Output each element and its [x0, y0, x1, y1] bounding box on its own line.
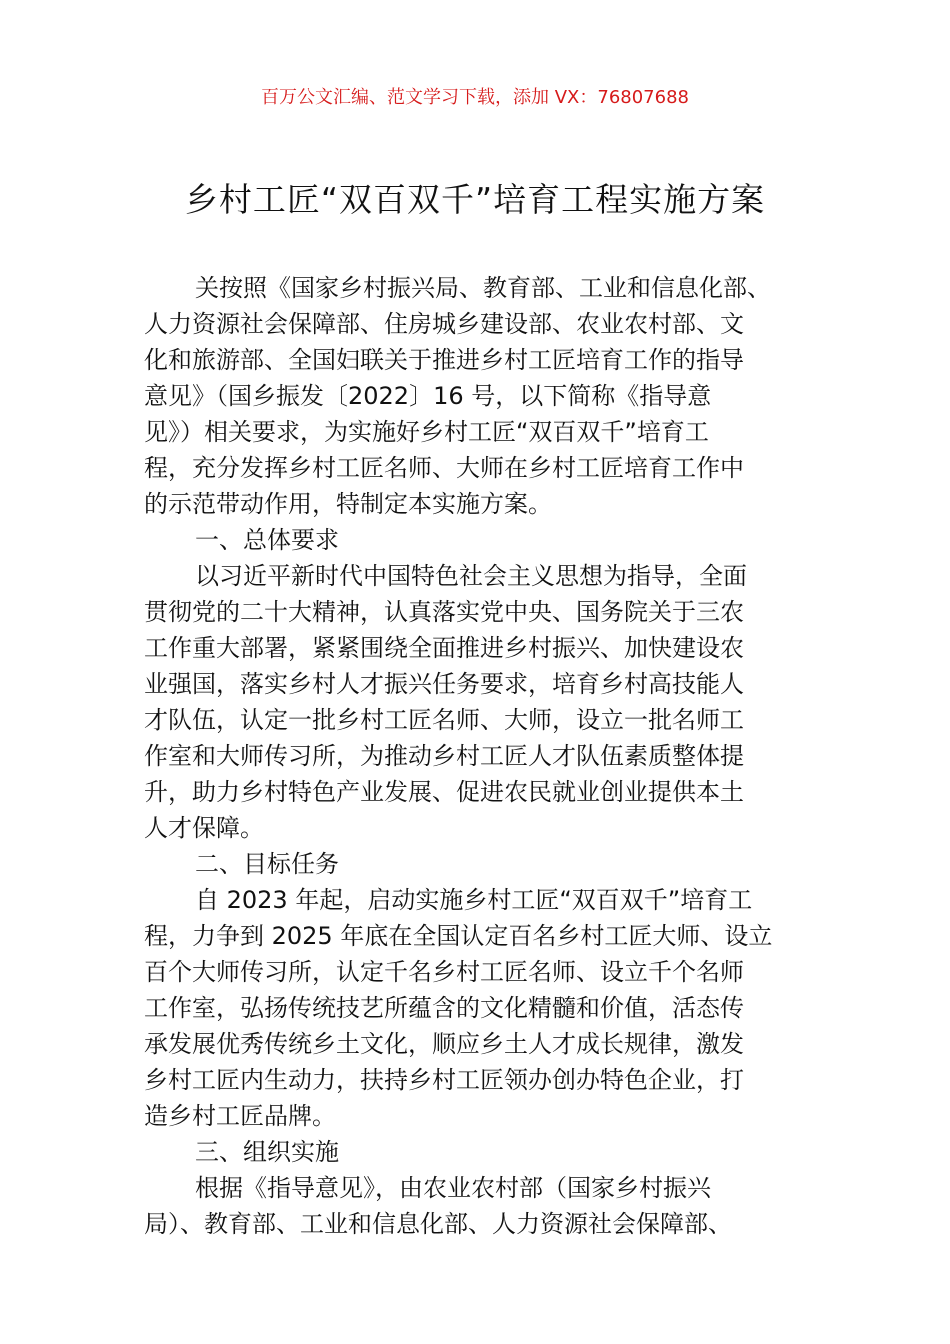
document-body — [144, 270, 816, 1242]
body-line: 乡村工匠内生动力，扶持乡村工匠领办创办特色企业，打 — [144, 1066, 744, 1094]
body-line: 贯彻党的二十大精神，认真落实党中央、国务院关于三农 — [144, 598, 744, 626]
body-line: 的示范带动作用，特制定本实施方案。 — [144, 490, 552, 518]
body-line: 程，充分发挥乡村工匠名师、大师在乡村工匠培育工作中 — [144, 454, 744, 482]
body-line: 人力资源社会保障部、住房城乡建设部、农业农村部、文 — [144, 310, 744, 338]
header-note: 百万公文汇编、范文学习下载，添加 VX：76807688 — [261, 87, 689, 108]
body-line: 造乡村工匠品牌。 — [144, 1102, 336, 1130]
body-line: 工作重大部署，紧紧围绕全面推进乡村振兴、加快建设农 — [144, 634, 744, 662]
body-line: 关按照《国家乡村振兴局、教育部、工业和信息化部、 — [195, 274, 771, 302]
body-line: 见》）相关要求，为实施好乡村工匠“双百双千”培育工 — [144, 418, 709, 446]
body-line: 百个大师传习所，认定千名乡村工匠名师、设立千个名师 — [144, 958, 744, 986]
body-line: 意见》（国乡振发〔2022〕16 号，以下简称《指导意 — [144, 382, 712, 410]
body-line: 业强国，落实乡村人才振兴任务要求，培育乡村高技能人 — [144, 670, 744, 698]
body-line: 化和旅游部、全国妇联关于推进乡村工匠培育工作的指导 — [144, 346, 744, 374]
body-line: 工作室，弘扬传统技艺所蕴含的文化精髓和价值，活态传 — [144, 994, 744, 1022]
body-line: 局）、教育部、工业和信息化部、人力资源社会保障部、 — [144, 1210, 732, 1238]
body-line: 以习近平新时代中国特色社会主义思想为指导，全面 — [195, 562, 747, 590]
body-line: 人才保障。 — [144, 814, 264, 842]
body-line: 程，力争到 2025 年底在全国认定百名乡村工匠大师、设立 — [144, 922, 773, 950]
body-line: 自 2023 年起，启动实施乡村工匠“双百双千”培育工 — [195, 886, 753, 914]
body-line: 升，助力乡村特色产业发展、促进农民就业创业提供本土 — [144, 778, 744, 806]
body-line: 作室和大师传习所，为推动乡村工匠人才队伍素质整体提 — [144, 742, 744, 770]
body-line: 承发展优秀传统乡土文化，顺应乡土人才成长规律，激发 — [144, 1030, 744, 1058]
section-heading-organization: 三、组织实施 — [195, 1138, 339, 1166]
body-line: 才队伍，认定一批乡村工匠名师、大师，设立一批名师工 — [144, 706, 744, 734]
document-title: 乡村工匠“双百双千”培育工程实施方案 — [184, 180, 766, 219]
section-heading-general-requirements: 一、总体要求 — [195, 526, 339, 554]
section-heading-goals-tasks: 二、目标任务 — [195, 850, 339, 878]
body-line: 根据《指导意见》，由农业农村部（国家乡村振兴 — [195, 1174, 711, 1202]
